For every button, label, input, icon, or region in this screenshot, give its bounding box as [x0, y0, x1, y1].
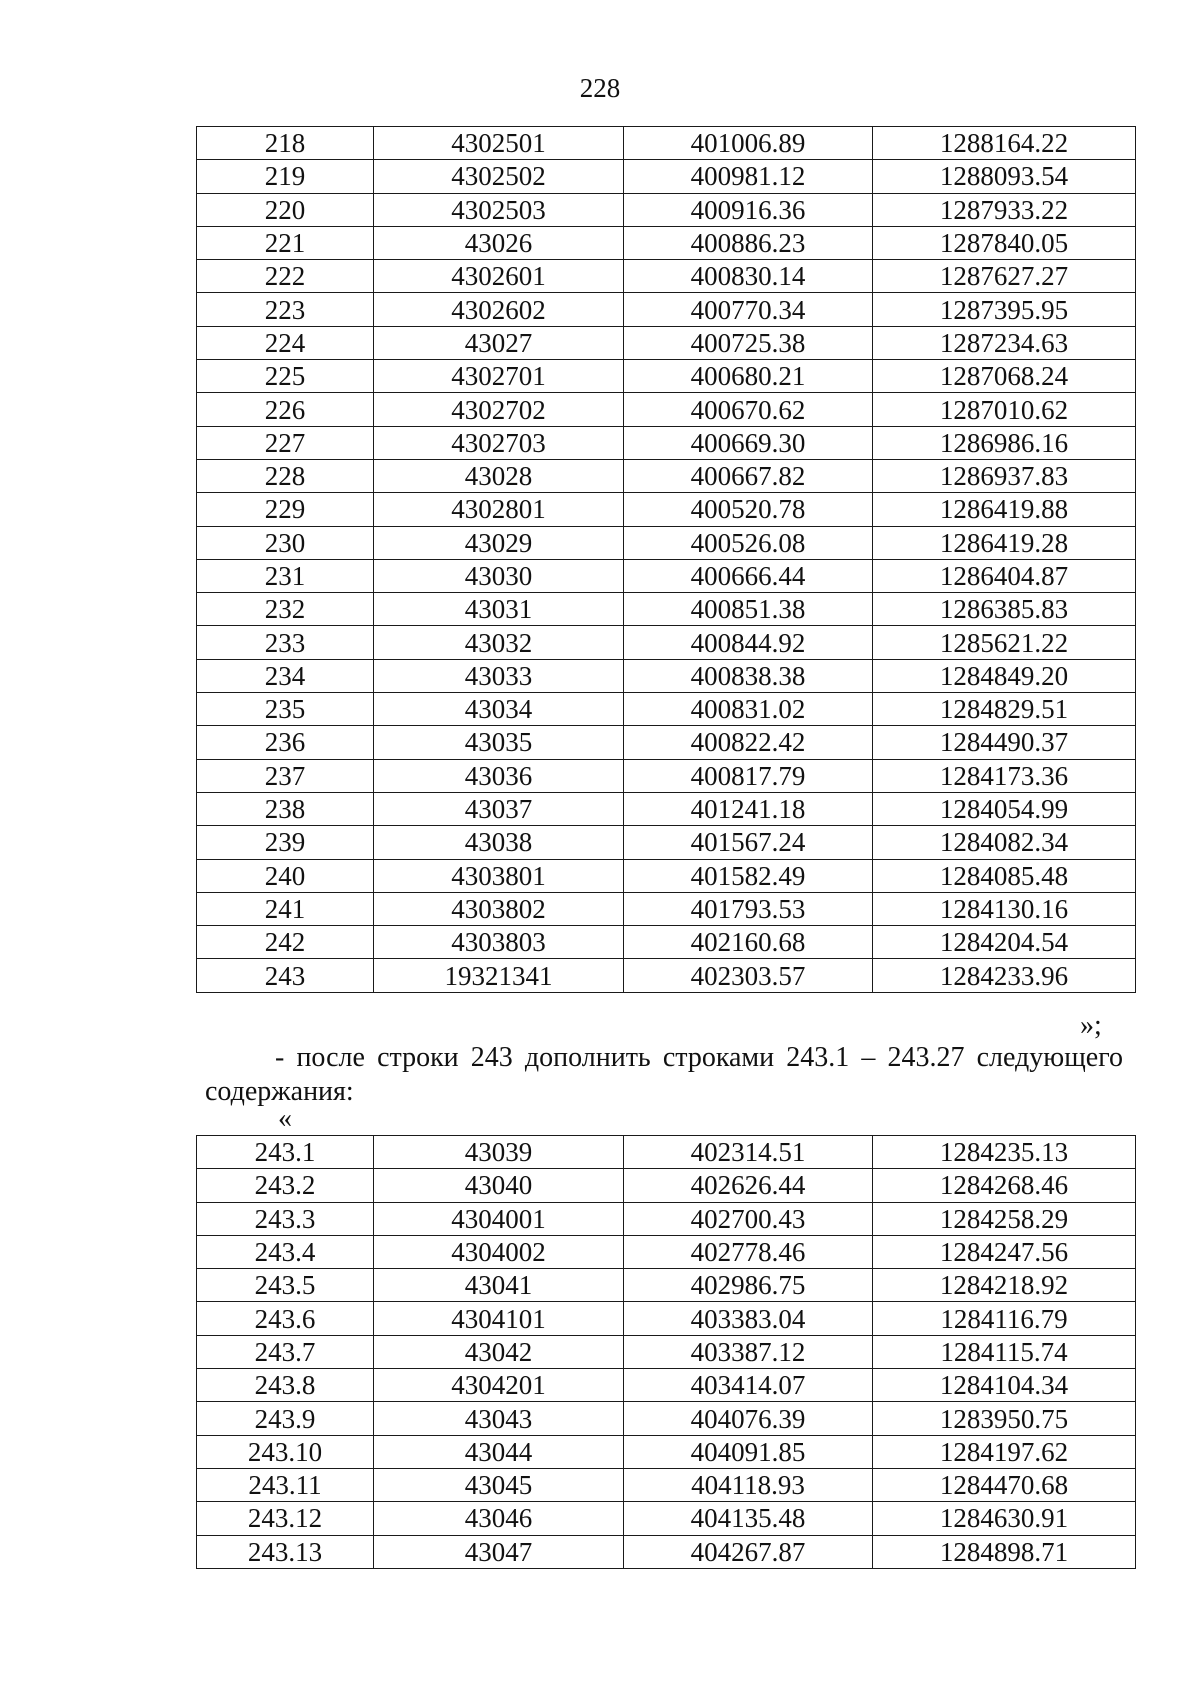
closing-quote: »; — [1080, 1010, 1102, 1041]
y-coordinate-cell: 1284104.34 — [873, 1369, 1136, 1402]
x-coordinate-cell: 404118.93 — [624, 1468, 873, 1501]
table-row — [197, 526, 1136, 559]
table-row — [197, 626, 1136, 659]
row-number-cell: 219 — [197, 160, 374, 193]
point-id-cell: 43038 — [374, 826, 624, 859]
table-row — [197, 1202, 1136, 1235]
row-number-cell: 230 — [197, 526, 374, 559]
table-row — [197, 1535, 1136, 1568]
y-coordinate-cell: 1286937.83 — [873, 459, 1136, 492]
table-row — [197, 1369, 1136, 1402]
table-row — [197, 393, 1136, 426]
row-number-cell: 243.13 — [197, 1535, 374, 1568]
table-row — [197, 160, 1136, 193]
x-coordinate-cell: 404091.85 — [624, 1435, 873, 1468]
y-coordinate-cell: 1286385.83 — [873, 593, 1136, 626]
point-id-cell: 4303802 — [374, 892, 624, 925]
row-number-cell: 243.11 — [197, 1468, 374, 1501]
row-number-cell: 243.1 — [197, 1136, 374, 1169]
row-number-cell: 243.7 — [197, 1335, 374, 1368]
y-coordinate-cell: 1284116.79 — [873, 1302, 1136, 1335]
point-id-cell: 4302503 — [374, 193, 624, 226]
x-coordinate-cell: 400916.36 — [624, 193, 873, 226]
row-number-cell: 223 — [197, 293, 374, 326]
x-coordinate-cell: 404135.48 — [624, 1502, 873, 1535]
y-coordinate-cell: 1287010.62 — [873, 393, 1136, 426]
point-id-cell: 4302502 — [374, 160, 624, 193]
point-id-cell: 4304002 — [374, 1235, 624, 1268]
row-number-cell: 243.3 — [197, 1202, 374, 1235]
coordinates-table-1 — [196, 126, 1136, 993]
point-id-cell: 43043 — [374, 1402, 624, 1435]
row-number-cell: 243 — [197, 959, 374, 992]
table-row — [197, 659, 1136, 692]
row-number-cell: 243.6 — [197, 1302, 374, 1335]
y-coordinate-cell: 1284233.96 — [873, 959, 1136, 992]
row-number-cell: 220 — [197, 193, 374, 226]
point-id-cell: 4302501 — [374, 127, 624, 160]
y-coordinate-cell: 1286419.88 — [873, 493, 1136, 526]
row-number-cell: 231 — [197, 559, 374, 592]
row-number-cell: 225 — [197, 360, 374, 393]
page-number: 228 — [579, 73, 621, 103]
row-number-cell: 218 — [197, 127, 374, 160]
y-coordinate-cell: 1284082.34 — [873, 826, 1136, 859]
table-row — [197, 1136, 1136, 1169]
point-id-cell: 43033 — [374, 659, 624, 692]
x-coordinate-cell: 400838.38 — [624, 659, 873, 692]
point-id-cell: 43041 — [374, 1269, 624, 1302]
row-number-cell: 243.5 — [197, 1269, 374, 1302]
table-row — [197, 459, 1136, 492]
point-id-cell: 4302702 — [374, 393, 624, 426]
x-coordinate-cell: 400851.38 — [624, 593, 873, 626]
row-number-cell: 238 — [197, 792, 374, 825]
x-coordinate-cell: 404267.87 — [624, 1535, 873, 1568]
y-coordinate-cell: 1288093.54 — [873, 160, 1136, 193]
x-coordinate-cell: 402303.57 — [624, 959, 873, 992]
row-number-cell: 243.12 — [197, 1502, 374, 1535]
y-coordinate-cell: 1284115.74 — [873, 1335, 1136, 1368]
row-number-cell: 241 — [197, 892, 374, 925]
y-coordinate-cell: 1287933.22 — [873, 193, 1136, 226]
table-row — [197, 1169, 1136, 1202]
row-number-cell: 224 — [197, 326, 374, 359]
table-row — [197, 826, 1136, 859]
row-number-cell: 221 — [197, 226, 374, 259]
x-coordinate-cell: 401793.53 — [624, 892, 873, 925]
y-coordinate-cell: 1286419.28 — [873, 526, 1136, 559]
row-number-cell: 229 — [197, 493, 374, 526]
table-row — [197, 1335, 1136, 1368]
point-id-cell: 43047 — [374, 1535, 624, 1568]
y-coordinate-cell: 1284204.54 — [873, 926, 1136, 959]
row-number-cell: 243.2 — [197, 1169, 374, 1202]
table-row — [197, 1269, 1136, 1302]
y-coordinate-cell: 1286986.16 — [873, 426, 1136, 459]
point-id-cell: 43037 — [374, 792, 624, 825]
point-id-cell: 43040 — [374, 1169, 624, 1202]
x-coordinate-cell: 403383.04 — [624, 1302, 873, 1335]
row-number-cell: 237 — [197, 759, 374, 792]
table-row — [197, 559, 1136, 592]
y-coordinate-cell: 1284235.13 — [873, 1136, 1136, 1169]
point-id-cell: 4302801 — [374, 493, 624, 526]
row-number-cell: 226 — [197, 393, 374, 426]
table-row — [197, 1402, 1136, 1435]
table-row — [197, 726, 1136, 759]
row-number-cell: 232 — [197, 593, 374, 626]
point-id-cell: 43045 — [374, 1468, 624, 1501]
table-row — [197, 859, 1136, 892]
x-coordinate-cell: 403414.07 — [624, 1369, 873, 1402]
table-row — [197, 426, 1136, 459]
point-id-cell: 4302602 — [374, 293, 624, 326]
row-number-cell: 236 — [197, 726, 374, 759]
table-row — [197, 1468, 1136, 1501]
x-coordinate-cell: 401567.24 — [624, 826, 873, 859]
y-coordinate-cell: 1284268.46 — [873, 1169, 1136, 1202]
table-row — [197, 226, 1136, 259]
table-row — [197, 926, 1136, 959]
point-id-cell: 4302701 — [374, 360, 624, 393]
x-coordinate-cell: 400822.42 — [624, 726, 873, 759]
x-coordinate-cell: 400669.30 — [624, 426, 873, 459]
y-coordinate-cell: 1287068.24 — [873, 360, 1136, 393]
point-id-cell: 19321341 — [374, 959, 624, 992]
x-coordinate-cell: 400844.92 — [624, 626, 873, 659]
point-id-cell: 43034 — [374, 693, 624, 726]
point-id-cell: 43027 — [374, 326, 624, 359]
y-coordinate-cell: 1284490.37 — [873, 726, 1136, 759]
x-coordinate-cell: 401582.49 — [624, 859, 873, 892]
y-coordinate-cell: 1286404.87 — [873, 559, 1136, 592]
opening-quote: « — [278, 1103, 292, 1134]
y-coordinate-cell: 1288164.22 — [873, 127, 1136, 160]
y-coordinate-cell: 1284054.99 — [873, 792, 1136, 825]
table-row — [197, 792, 1136, 825]
x-coordinate-cell: 400666.44 — [624, 559, 873, 592]
x-coordinate-cell: 400831.02 — [624, 693, 873, 726]
table-row — [197, 326, 1136, 359]
x-coordinate-cell: 404076.39 — [624, 1402, 873, 1435]
y-coordinate-cell: 1284247.56 — [873, 1235, 1136, 1268]
row-number-cell: 227 — [197, 426, 374, 459]
x-coordinate-cell: 402986.75 — [624, 1269, 873, 1302]
table-row — [197, 892, 1136, 925]
row-number-cell: 234 — [197, 659, 374, 692]
y-coordinate-cell: 1284849.20 — [873, 659, 1136, 692]
point-id-cell: 4304201 — [374, 1369, 624, 1402]
table-row — [197, 127, 1136, 160]
row-number-cell: 243.9 — [197, 1402, 374, 1435]
y-coordinate-cell: 1284085.48 — [873, 859, 1136, 892]
point-id-cell: 43042 — [374, 1335, 624, 1368]
x-coordinate-cell: 400526.08 — [624, 526, 873, 559]
table-row — [197, 759, 1136, 792]
x-coordinate-cell: 402778.46 — [624, 1235, 873, 1268]
y-coordinate-cell: 1287840.05 — [873, 226, 1136, 259]
point-id-cell: 43035 — [374, 726, 624, 759]
coordinates-table-2 — [196, 1135, 1136, 1569]
x-coordinate-cell: 400667.82 — [624, 459, 873, 492]
table-row — [197, 693, 1136, 726]
point-id-cell: 43044 — [374, 1435, 624, 1468]
table-row — [197, 293, 1136, 326]
x-coordinate-cell: 400817.79 — [624, 759, 873, 792]
point-id-cell: 4304001 — [374, 1202, 624, 1235]
point-id-cell: 43026 — [374, 226, 624, 259]
row-number-cell: 243.8 — [197, 1369, 374, 1402]
point-id-cell: 43039 — [374, 1136, 624, 1169]
point-id-cell: 43032 — [374, 626, 624, 659]
y-coordinate-cell: 1284630.91 — [873, 1502, 1136, 1535]
row-number-cell: 242 — [197, 926, 374, 959]
y-coordinate-cell: 1284829.51 — [873, 693, 1136, 726]
row-number-cell: 228 — [197, 459, 374, 492]
row-number-cell: 240 — [197, 859, 374, 892]
x-coordinate-cell: 400725.38 — [624, 326, 873, 359]
row-number-cell: 239 — [197, 826, 374, 859]
point-id-cell: 4304101 — [374, 1302, 624, 1335]
table-row — [197, 360, 1136, 393]
point-id-cell: 43029 — [374, 526, 624, 559]
y-coordinate-cell: 1283950.75 — [873, 1402, 1136, 1435]
x-coordinate-cell: 401241.18 — [624, 792, 873, 825]
y-coordinate-cell: 1284470.68 — [873, 1468, 1136, 1501]
x-coordinate-cell: 400830.14 — [624, 260, 873, 293]
y-coordinate-cell: 1285621.22 — [873, 626, 1136, 659]
row-number-cell: 233 — [197, 626, 374, 659]
row-number-cell: 243.10 — [197, 1435, 374, 1468]
x-coordinate-cell: 400680.21 — [624, 360, 873, 393]
table-row — [197, 1235, 1136, 1268]
x-coordinate-cell: 400981.12 — [624, 160, 873, 193]
row-number-cell: 222 — [197, 260, 374, 293]
table-row — [197, 593, 1136, 626]
x-coordinate-cell: 400670.62 — [624, 393, 873, 426]
x-coordinate-cell: 403387.12 — [624, 1335, 873, 1368]
y-coordinate-cell: 1287627.27 — [873, 260, 1136, 293]
point-id-cell: 43028 — [374, 459, 624, 492]
x-coordinate-cell: 401006.89 — [624, 127, 873, 160]
y-coordinate-cell: 1284130.16 — [873, 892, 1136, 925]
table-row — [197, 959, 1136, 992]
x-coordinate-cell: 400520.78 — [624, 493, 873, 526]
point-id-cell: 43030 — [374, 559, 624, 592]
y-coordinate-cell: 1284218.92 — [873, 1269, 1136, 1302]
y-coordinate-cell: 1284173.36 — [873, 759, 1136, 792]
point-id-cell: 43036 — [374, 759, 624, 792]
table-row — [197, 1502, 1136, 1535]
table-row — [197, 260, 1136, 293]
x-coordinate-cell: 402160.68 — [624, 926, 873, 959]
x-coordinate-cell: 402700.43 — [624, 1202, 873, 1235]
point-id-cell: 4302601 — [374, 260, 624, 293]
point-id-cell: 4303801 — [374, 859, 624, 892]
point-id-cell: 4302703 — [374, 426, 624, 459]
table-row — [197, 193, 1136, 226]
x-coordinate-cell: 400886.23 — [624, 226, 873, 259]
table-row — [197, 1302, 1136, 1335]
row-number-cell: 235 — [197, 693, 374, 726]
x-coordinate-cell: 400770.34 — [624, 293, 873, 326]
point-id-cell: 4303803 — [374, 926, 624, 959]
x-coordinate-cell: 402626.44 — [624, 1169, 873, 1202]
amendment-instruction: - после строки 243 дополнить строками 243.1 – 243.27 следующего содержания: — [205, 1042, 1123, 1107]
y-coordinate-cell: 1284258.29 — [873, 1202, 1136, 1235]
x-coordinate-cell: 402314.51 — [624, 1136, 873, 1169]
y-coordinate-cell: 1284898.71 — [873, 1535, 1136, 1568]
y-coordinate-cell: 1287234.63 — [873, 326, 1136, 359]
y-coordinate-cell: 1287395.95 — [873, 293, 1136, 326]
table-row — [197, 493, 1136, 526]
table-row — [197, 1435, 1136, 1468]
y-coordinate-cell: 1284197.62 — [873, 1435, 1136, 1468]
row-number-cell: 243.4 — [197, 1235, 374, 1268]
point-id-cell: 43031 — [374, 593, 624, 626]
point-id-cell: 43046 — [374, 1502, 624, 1535]
